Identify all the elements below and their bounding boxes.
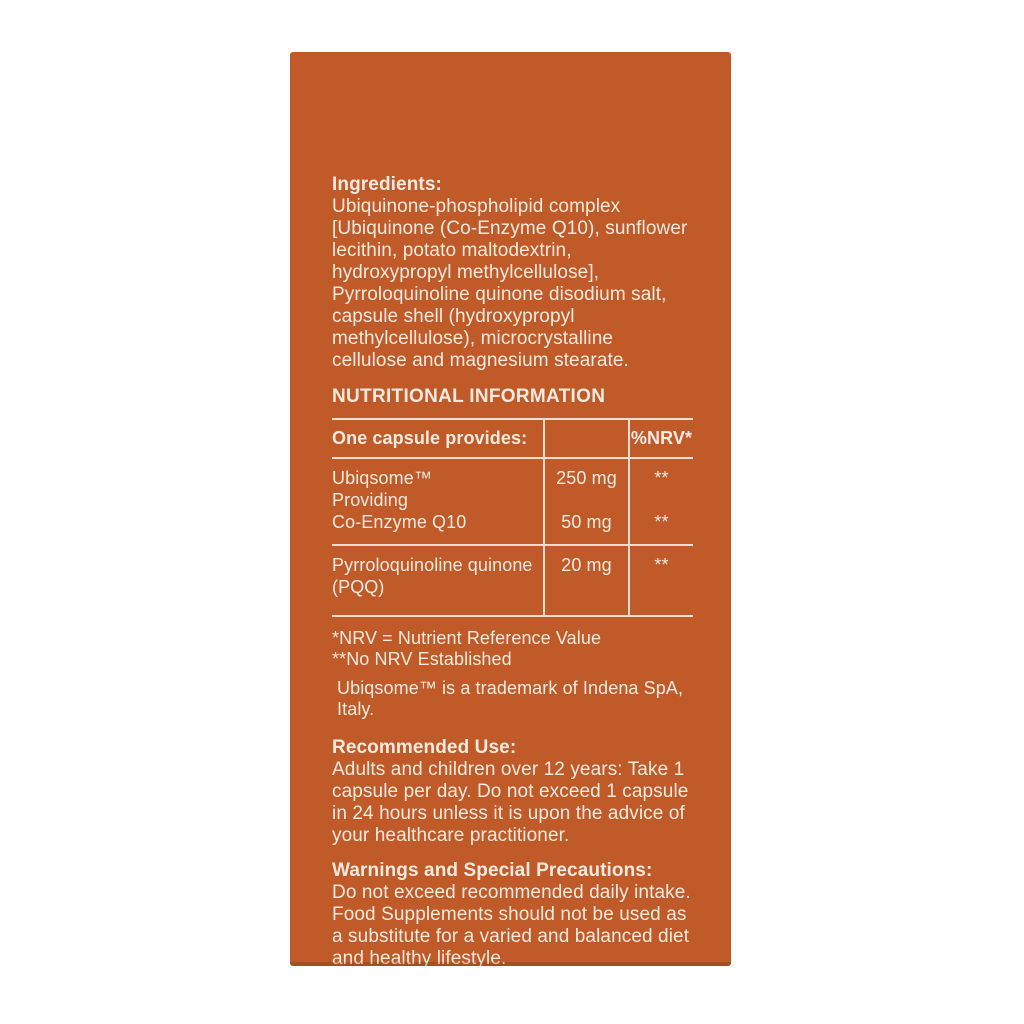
nutrition-heading: NUTRITIONAL INFORMATION (332, 386, 606, 407)
text-line: Ubiquinone-phospholipid complex (332, 196, 621, 217)
table-header-name: One capsule provides: (332, 428, 528, 448)
text-line: *NRV = Nutrient Reference Value (332, 628, 602, 648)
text-line: cellulose and magnesium stearate. (332, 350, 629, 371)
text-line: **No NRV Established (332, 649, 512, 669)
ingredients-heading: Ingredients: (332, 174, 442, 195)
text-line: a substitute for a varied and balanced diet (332, 926, 690, 947)
recommended-use-heading: Recommended Use: (332, 737, 517, 758)
text-line: 50 mg (561, 512, 612, 532)
nutrient-nrv (628, 459, 693, 544)
nutrient-name (332, 546, 543, 615)
text-line: lecithin, potato maltodextrin, (332, 240, 572, 261)
label-content (332, 174, 697, 970)
text-line: [Ubiquinone (Co-Enzyme Q10), sunflower (332, 218, 688, 239)
text-line: 250 mg (556, 468, 617, 488)
table-header-amount (543, 420, 628, 457)
warnings-section (332, 860, 697, 970)
table-row (332, 544, 693, 615)
trademark-note: Ubiqsome™ is a trademark of Indena SpA, Italy. (337, 678, 684, 719)
text-line: ** (654, 468, 669, 488)
warnings-text (332, 882, 697, 970)
text-line: Food Supplements should not be used as (332, 904, 687, 925)
warnings-heading: Warnings and Special Precautions: (332, 860, 653, 881)
recommended-use-text (332, 759, 697, 847)
text-line: (PQQ) (332, 577, 385, 597)
text-line: capsule per day. Do not exceed 1 capsule (332, 781, 689, 802)
table-row (332, 459, 693, 544)
text-line: methylcellulose), microcrystalline (332, 328, 614, 349)
table-header-row (332, 420, 693, 459)
text-line: your healthcare practitioner. (332, 825, 570, 846)
nutrient-nrv (628, 546, 693, 615)
nutrition-section (332, 386, 697, 720)
ingredients-text (332, 196, 697, 372)
nutrient-amount (543, 459, 628, 544)
text-line: Providing (332, 490, 408, 510)
text-line: Do not exceed recommended daily intake. (332, 882, 691, 903)
text-line: ** (654, 512, 669, 532)
text-line: hydroxypropyl methylcellulose], (332, 262, 600, 283)
text-line: in 24 hours unless it is upon the advice of (332, 803, 685, 824)
nutrient-name (332, 459, 543, 544)
ingredients-section (332, 174, 697, 372)
text-line: 20 mg (561, 555, 612, 575)
text-line: Co-Enzyme Q10 (332, 512, 467, 532)
text-line: Ubiqsome™ (332, 468, 432, 488)
text-line: Pyrroloquinoline quinone disodium salt, (332, 284, 667, 305)
text-line (545, 489, 628, 511)
text-line (630, 489, 693, 511)
text-line: capsule shell (hydroxypropyl (332, 306, 575, 327)
text-line: and healthy lifestyle. (332, 948, 507, 969)
nutrient-amount (543, 546, 628, 615)
text-line: ** (654, 555, 669, 575)
text-line: Adults and children over 12 years: Take 1 (332, 759, 685, 780)
nrv-footnotes (332, 628, 697, 670)
label-back-panel (290, 52, 731, 969)
nutrition-table (332, 418, 693, 617)
table-header-nrv: %NRV* (628, 420, 693, 457)
text-line: Pyrroloquinoline quinone (332, 555, 533, 575)
recommended-use-section (332, 737, 697, 847)
